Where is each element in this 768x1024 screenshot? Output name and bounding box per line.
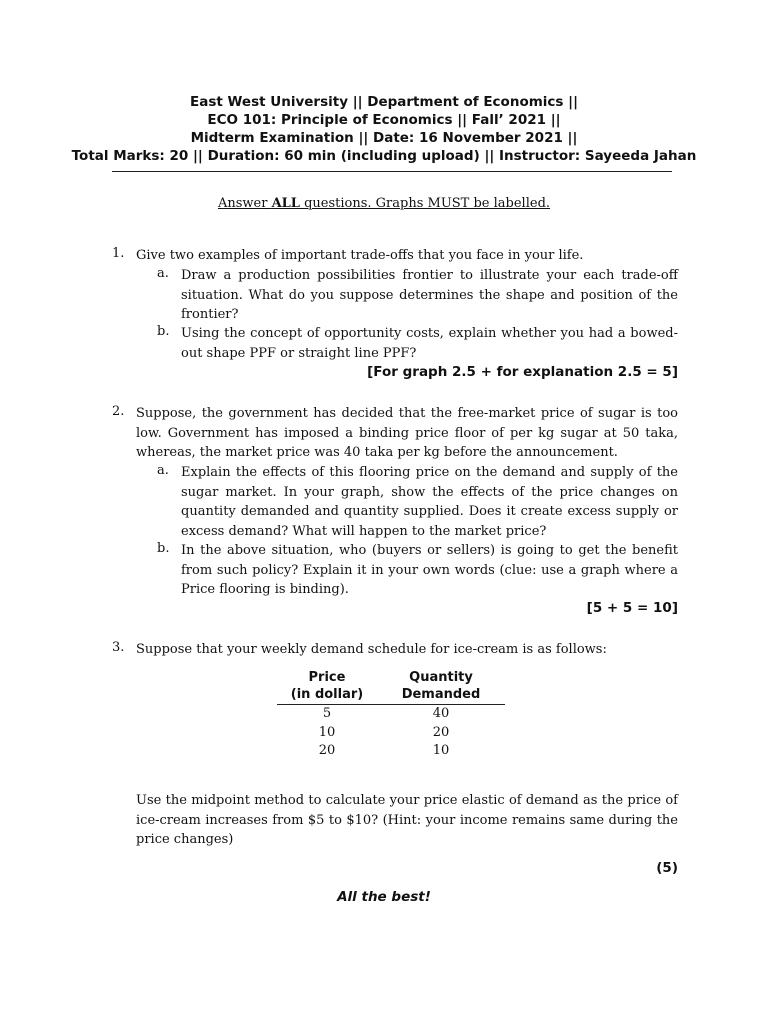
instruction-before: Answer <box>217 196 272 211</box>
header-line-course: ECO 101: Principle of Economics || Fall’ 2021 || <box>207 112 561 128</box>
header-line-marks-duration: Total Marks: 20 || Duration: 60 min (including upload) || Instructor: Sayeeda Jahan <box>71 148 697 164</box>
question-1a-text: Draw a production possibilities frontier to illustrate your each trade-off situation. What do you suppose determines the shape and position of the frontier? <box>181 268 678 322</box>
header-divider <box>112 171 672 172</box>
question-2b-text: In the above situation, who (buyers or sellers) is going to get the benefit from such policy? Explain it in your own words (clue: use a graph where a Price flooring is binding). <box>181 543 678 597</box>
price-header-line2: (in dollar) <box>290 687 364 702</box>
question-2-number: 2. <box>112 404 125 419</box>
question-1b-text: Using the concept of opportunity costs, explain whether you had a bowed-out shape PPF or straight line PPF? <box>181 326 678 361</box>
header-line-university: East West University || Department of Economics || <box>189 94 579 110</box>
question-3-followup: Use the midpoint method to calculate your price elastic of demand as the price of ice-cream increases from $5 to $10? (Hint: your income remains same during the price changes) <box>136 793 678 847</box>
closing-message: All the best! <box>337 889 431 905</box>
instruction-emphasis: ALL <box>271 196 300 211</box>
question-1-marks: [For graph 2.5 + for explanation 2.5 = 5] <box>367 364 678 380</box>
table-cell-quantity: 20 <box>432 724 450 740</box>
table-cell-quantity: 40 <box>432 706 450 721</box>
question-2b-label: b. <box>157 541 170 556</box>
question-2a-text: Explain the effects of this flooring price on the demand and supply of the sugar market. In your graph, show the effects of the price changes on quantity demanded and quantity supplied. Does it create excess supply or excess demand? What will happen to the market price? <box>181 465 678 539</box>
exam-header <box>60 93 708 165</box>
quantity-header-line1: Quantity <box>409 670 473 685</box>
table-cell-price: 20 <box>318 743 336 758</box>
header-line-exam-date: Midterm Examination || Date: 16 November 2021 || <box>190 130 578 146</box>
demand-schedule-table <box>277 669 505 761</box>
question-1-text: Give two examples of important trade-offs that you face in your life. <box>136 248 584 263</box>
table-header-row <box>277 669 505 705</box>
question-1-number: 1. <box>112 246 125 261</box>
price-header-line1: Price <box>308 670 346 685</box>
question-2-marks: [5 + 5 = 10] <box>586 600 678 616</box>
table-row <box>277 724 505 743</box>
question-3-text: Suppose that your weekly demand schedule for ice-cream is as follows: <box>136 642 607 657</box>
instruction-after: questions. Graphs MUST be labelled. <box>299 196 551 211</box>
table-cell-price: 5 <box>322 706 332 721</box>
question-3-marks: (5) <box>656 860 678 876</box>
table-row <box>277 705 505 724</box>
table-row <box>277 742 505 761</box>
quantity-header-line2: Demanded <box>401 687 481 702</box>
exam-instruction <box>0 196 768 211</box>
question-1b-label: b. <box>157 324 170 339</box>
table-header-price <box>277 669 377 705</box>
table-cell-price: 10 <box>318 724 336 740</box>
question-1a-label: a. <box>157 266 169 281</box>
table-header-quantity <box>377 669 505 705</box>
table-cell-quantity: 10 <box>432 743 450 758</box>
question-2-text: Suppose, the government has decided that the free-market price of sugar is too low. Government has imposed a binding price floor of per kg sugar at 50 taka, whereas, the market price was 40 taka per kg before the announcement. <box>136 406 678 460</box>
question-2a-label: a. <box>157 463 169 478</box>
question-3-number: 3. <box>112 640 125 655</box>
